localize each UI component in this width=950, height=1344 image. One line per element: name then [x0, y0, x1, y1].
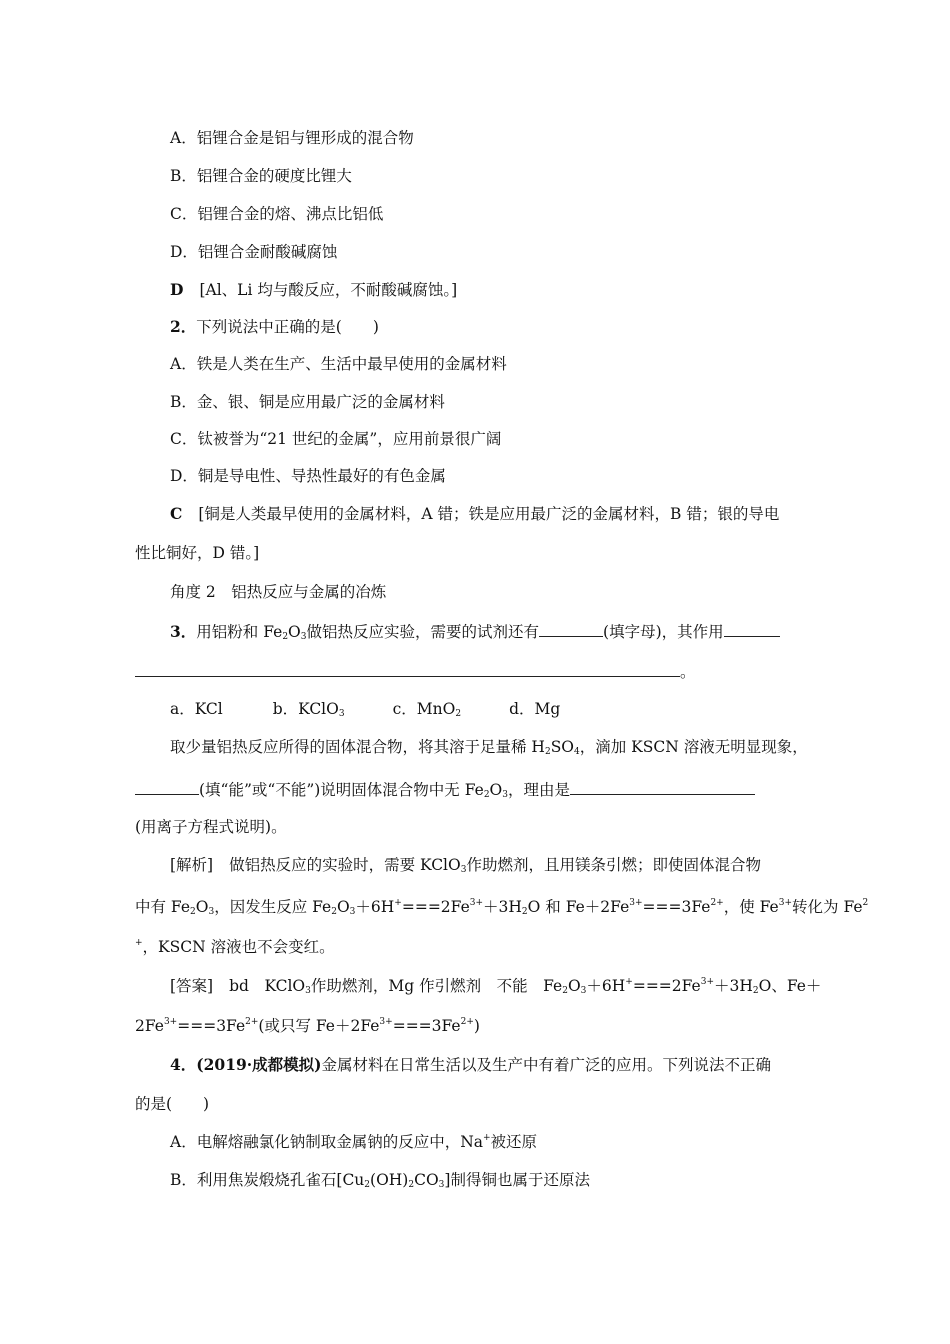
q3-stem: 3．用铝粉和 $Fe_2O_3$做铝热反应实验，需要的试剂还有 (填字母)，其作用 — [170, 620, 780, 642]
q3-analysis-line2: 中有 $Fe_2O_3$，因发生反应 $Fe_2O_3+6H^+===2Fe^{3+}+3H_2O$ 和 $Fe+2Fe^{3+}===3Fe^{2+}$，使 $Fe^{3+}$转化为 Fe$^2$ — [135, 898, 869, 917]
q3-analysis-line3: +，KSCN 溶液也不会变红。 — [135, 938, 335, 956]
q1-option-a: A．铝锂合金是铝与锂形成的混合物 — [170, 129, 414, 147]
q1-option-c: C．铝锂合金的熔、沸点比铝低 — [170, 205, 384, 223]
q3-option-c: c．MnO$_2$ — [392, 700, 462, 719]
q1-answer — [170, 280, 457, 300]
q3-answer-line2: $2Fe^{3+}===3Fe^{2+}$(或只写 $Fe+2Fe^{3+}===3Fe^{2+}$) — [135, 1017, 480, 1035]
q2-option-b: B．金、银、铜是应用最广泛的金属材料 — [170, 393, 445, 411]
q4-stem-line2: 的是( ) — [135, 1095, 210, 1113]
q3-option-d: d．Mg — [509, 700, 561, 718]
answer-blank[interactable] — [570, 778, 755, 795]
q3-option-b: b．KClO$_3$ — [272, 700, 345, 719]
q3-analysis-line1: [解析] 做铝热反应的实验时，需要 KClO$_3$作助燃剂，且用镁条引燃；即使固体混合物 — [170, 856, 761, 875]
q3-answer-line1: [答案] bd KClO$_3$作助燃剂，Mg 作引燃剂 不能 $Fe_2O_3+6H^+===2Fe^{3+}+3H_2O$、Fe＋ — [170, 977, 822, 996]
answer-blank[interactable] — [539, 620, 603, 637]
q3-stem-cont: 。 — [135, 660, 696, 682]
q3-number: 3． — [170, 622, 197, 641]
q4-number: 4． — [170, 1055, 197, 1074]
q3-para-line2: (填“能”或“不能”)说明固体混合物中无 $Fe_2O_3$，理由是 — [135, 778, 755, 800]
q2-answer-line2: 性比铜好，D 错。] — [135, 544, 260, 562]
q1-answer-text: [Al、Li 均与酸反应，不耐酸碱腐蚀。] — [199, 281, 458, 299]
q2-option-a: A．铁是人类在生产、生活中最早使用的金属材料 — [170, 355, 507, 373]
q2-answer-line1: C [铜是人类最早使用的金属材料，A 错；铁是应用最广泛的金属材料，B 错；银的导电 — [170, 504, 780, 523]
q3-options — [170, 699, 560, 719]
q1-answer-letter: D — [170, 280, 184, 299]
section-title: 角度 2 铝热反应与金属的冶炼 — [170, 583, 387, 601]
answer-blank[interactable] — [135, 660, 680, 677]
q1-option-d: D．铝锂合金耐酸碱腐蚀 — [170, 243, 338, 261]
q1-option-b: B．铝锂合金的硬度比锂大 — [170, 167, 352, 185]
q2-stem: 2．下列说法中正确的是( ) — [170, 317, 379, 336]
q3-option-a: a．KCl — [170, 700, 223, 718]
q4-stem-line1: 4．(2019·成都模拟)金属材料在日常生活以及生产中有着广泛的应用。下列说法不正确 — [170, 1055, 772, 1074]
analysis-label: [解析] — [170, 856, 214, 874]
q2-number: 2． — [170, 317, 197, 336]
q4-source: (2019·成都模拟) — [196, 1055, 322, 1074]
q4-option-a: A．电解熔融氯化钠制取金属钠的反应中，Na+被还原 — [170, 1133, 538, 1151]
answer-blank[interactable] — [724, 620, 780, 637]
q2-option-c: C．钛被誉为“21 世纪的金属”，应用前景很广阔 — [170, 430, 502, 448]
q3-para-line3: (用离子方程式说明)。 — [135, 818, 287, 836]
q2-answer-letter: C — [170, 504, 183, 523]
q2-option-d: D．铜是导电性、导热性最好的有色金属 — [170, 467, 446, 485]
q4-option-b: B．利用焦炭煅烧孔雀石$[Cu_2(OH)_2CO_3]$制得铜也属于还原法 — [170, 1171, 590, 1190]
answer-label: [答案] — [170, 977, 214, 995]
q3-para-line1: 取少量铝热反应所得的固体混合物，将其溶于足量稀 $H_2SO_4$，滴加 KSCN 溶液无明显现象， — [170, 738, 808, 757]
answer-blank[interactable] — [135, 778, 199, 795]
